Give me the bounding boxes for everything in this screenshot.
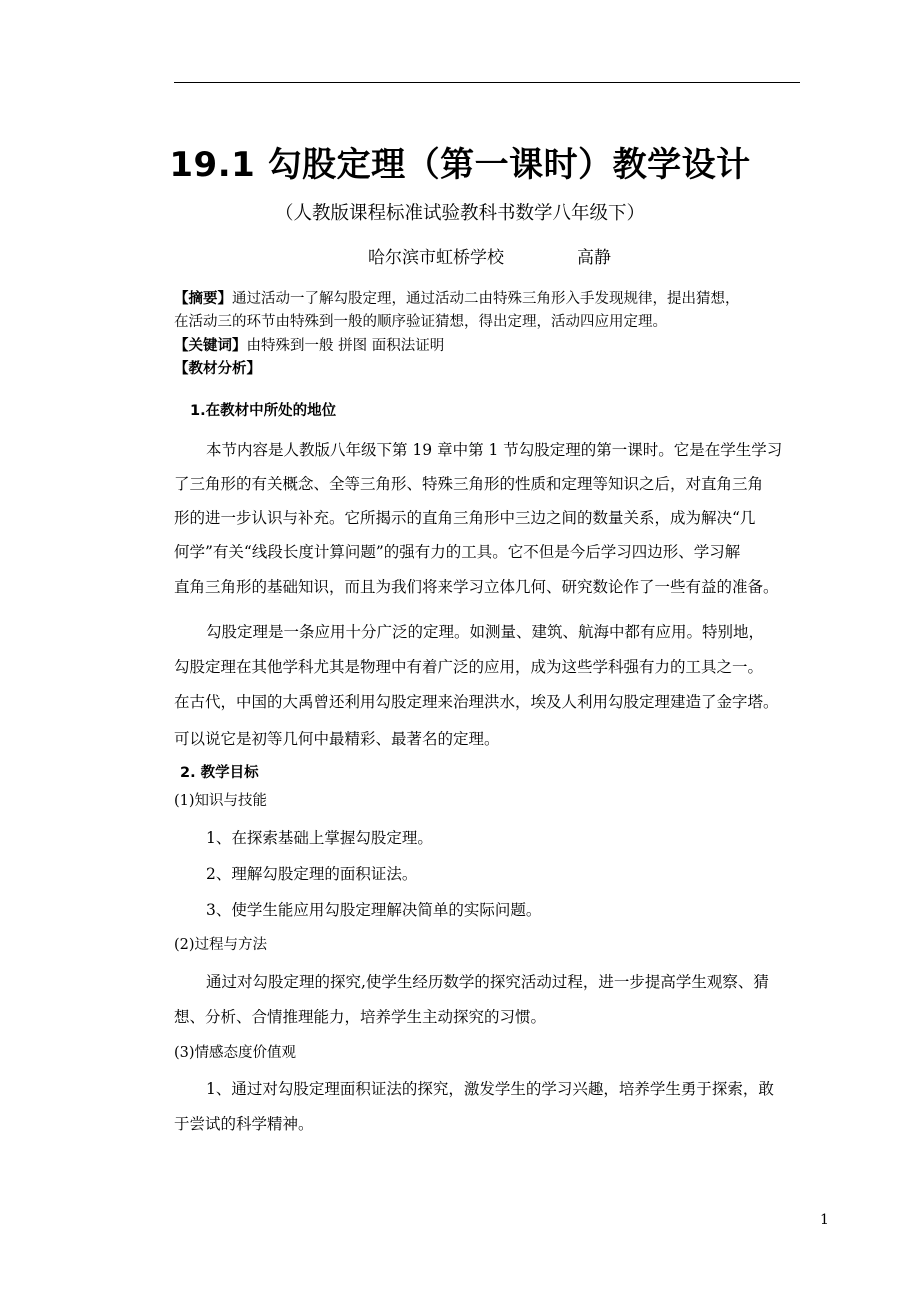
author-name: 高静: [577, 248, 611, 268]
keywords-text: 由特殊到一般 拼图 面积法证明: [246, 338, 445, 354]
abstract-line-2: 在活动三的环节由特殊到一般的顺序验证猜想，得出定理，活动四应用定理。: [174, 314, 667, 330]
para2-line-3: 在古代，中国的大禹曾还利用勾股定理来治理洪水，埃及人利用勾股定理建造了金字塔。: [174, 693, 779, 711]
goal-1-label: (1)知识与技能: [174, 793, 268, 809]
goal-3-line-2: 于尝试的科学精神。: [174, 1115, 314, 1133]
document-title: 19.1 勾股定理（第一课时）教学设计: [169, 145, 751, 185]
abstract-line-1: [174, 288, 740, 310]
para1-line-4: 何学”有关“线段长度计算问题”的强有力的工具。它不但是今后学习四边形、学习解: [174, 543, 741, 561]
goal-1-item-2: 2、理解勾股定理的面积证法。: [206, 865, 418, 883]
goal-2-line-2: 想、分析、合情推理能力，培养学生主动探究的习惯。: [174, 1008, 547, 1026]
section-2-heading: 2. 教学目标: [180, 765, 259, 781]
header-rule: [174, 82, 800, 83]
analysis-heading: 【教材分析】: [174, 361, 261, 377]
para2-line-2: 勾股定理在其他学科尤其是物理中有着广泛的应用，成为这些学科强有力的工具之一。: [174, 658, 764, 676]
author-school: 哈尔滨市虹桥学校: [368, 248, 504, 268]
abstract-text-1: 通过活动一了解勾股定理，通过活动二由特殊三角形入手发现规律，提出猜想，: [232, 291, 740, 307]
goal-3-label: (3)情感态度价值观: [174, 1045, 297, 1061]
document-subtitle: （人教版课程标准试验教科书数学八年级下）: [274, 203, 645, 224]
keywords-line: [174, 335, 444, 357]
goal-2-line-1: 通过对勾股定理的探究,使学生经历数学的探究活动过程，进一步提高学生观察、猜: [206, 973, 769, 991]
para2-line-1: 勾股定理是一条应用十分广泛的定理。如测量、建筑、航海中都有应用。特别地，: [206, 623, 765, 641]
section-1-heading: 1.在教材中所处的地位: [190, 403, 337, 419]
goal-2-label: (2)过程与方法: [174, 937, 268, 953]
page-number: 1: [820, 1212, 829, 1228]
goal-3-line-1: 1、通过对勾股定理面积证法的探究，激发学生的学习兴趣，培养学生勇于探索，敢: [206, 1080, 774, 1098]
para1-line-1: 本节内容是人教版八年级下第 19 章中第 1 节勾股定理的第一课时。它是在学生学习: [206, 441, 783, 459]
para2-line-4: 可以说它是初等几何中最精彩、最著名的定理。: [174, 730, 500, 748]
para1-line-5: 直角三角形的基础知识，而且为我们将来学习立体几何、研究数论作了一些有益的准备。: [174, 578, 779, 596]
para1-line-3: 形的进一步认识与补充。它所揭示的直角三角形中三边之间的数量关系，成为解决“几: [174, 509, 756, 527]
keywords-label: 【关键词】: [174, 338, 247, 354]
goal-1-item-1: 1、在探索基础上掌握勾股定理。: [206, 829, 433, 847]
para1-line-2: 了三角形的有关概念、全等三角形、特殊三角形的性质和定理等知识之后，对直角三角: [174, 475, 764, 493]
goal-1-item-3: 3、使学生能应用勾股定理解决简单的实际问题。: [206, 901, 542, 919]
abstract-label: 【摘要】: [174, 291, 232, 307]
